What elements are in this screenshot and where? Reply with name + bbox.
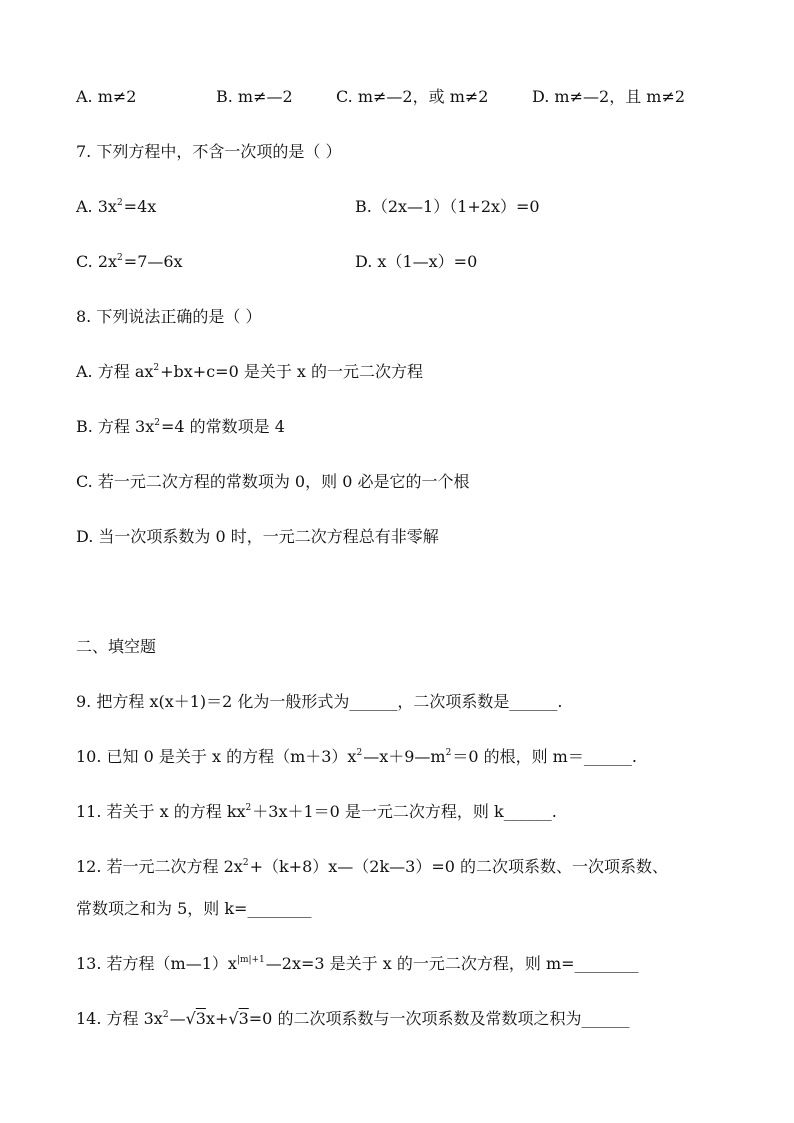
q7-option-b: B.（2x—1）（1+2x）=0 — [355, 197, 540, 216]
q13-text — [76, 954, 639, 977]
q8-option-b-exponent: 2 — [154, 418, 160, 428]
q11-text — [76, 802, 557, 825]
q13-text-start: 13. 若方程（m—1）x — [76, 954, 237, 973]
q6-option-b: B. m≠—2 — [216, 87, 293, 106]
q8-option-b-rest: =4 的常数项是 4 — [160, 417, 285, 436]
q7-stem: 7. 下列方程中，不含一次项的是（ ） — [76, 142, 342, 161]
q14-text-start: 14. 方程 3x — [76, 1009, 163, 1028]
q12-line-1 — [76, 857, 668, 880]
q8-option-a — [76, 362, 423, 385]
q10-exponent-1: 2 — [356, 748, 363, 758]
q6-option-c: C. m≠—2，或 m≠2 — [336, 87, 489, 106]
q13-exponent: |m|+1 — [236, 955, 265, 965]
q7-option-a-text: A. 3x — [76, 197, 117, 216]
q7-option-a-exponent: 2 — [116, 198, 123, 208]
q11-text-start: 11. 若关于 x 的方程 kx — [76, 802, 246, 821]
q10-text-mid: —x＋9—m — [363, 747, 446, 766]
q8-option-a-rest: +bx+c=0 是关于 x 的一元二次方程 — [160, 362, 424, 381]
q11-text-end: ＋3x＋1＝0 是一元二次方程，则 k______. — [252, 802, 557, 821]
q12-text-end: +（k+8）x—（2k—3）=0 的二次项系数、一次项系数、 — [249, 857, 669, 876]
q7-option-d: D. x（1—x）=0 — [355, 252, 478, 271]
q10-text-start: 10. 已知 0 是关于 x 的方程（m＋3）x — [76, 747, 357, 766]
q14-radicand-2: 3 — [238, 1009, 249, 1028]
q7-option-a — [76, 197, 156, 220]
q12-line-2: 常数项之和为 5，则 k=________ — [76, 899, 312, 918]
q8-option-a-text: A. 方程 ax — [76, 362, 154, 381]
q7-option-c-text: C. 2x — [76, 252, 118, 271]
q8-stem: 8. 下列说法正确的是（ ） — [76, 307, 262, 326]
q6-option-d: D. m≠—2，且 m≠2 — [532, 87, 686, 106]
q10-text — [76, 747, 637, 770]
q7-option-c-exponent: 2 — [117, 253, 123, 263]
q10-text-end: ＝0 的根，则 m＝______. — [452, 747, 637, 766]
q9-text: 9. 把方程 x(x＋1)＝2 化为一般形式为______，二次项系数是______. — [76, 692, 563, 711]
q14-text-end: =0 的二次项系数与一次项系数及常数项之积为______ — [248, 1009, 630, 1028]
q14-text-sqrt-2: x+√ — [205, 1009, 239, 1028]
q8-option-c: C. 若一元二次方程的常数项为 0，则 0 必是它的一个根 — [76, 472, 470, 491]
q13-text-end: —2x=3 是关于 x 的一元二次方程，则 m=________ — [265, 954, 639, 973]
q14-text-sqrt-1: —√ — [169, 1009, 196, 1028]
q7-option-a-rest: =4x — [123, 197, 157, 216]
q8-option-b — [76, 417, 285, 440]
q8-option-a-exponent: 2 — [153, 363, 160, 373]
q10-exponent-2: 2 — [445, 748, 452, 758]
q7-option-c — [76, 252, 183, 275]
section-title: 二、填空题 — [76, 637, 157, 656]
q8-option-d: D. 当一次项系数为 0 时，一元二次方程总有非零解 — [76, 527, 439, 546]
q7-option-c-rest: =7—6x — [123, 252, 183, 271]
q14-text — [76, 1009, 629, 1032]
q8-option-b-text: B. 方程 3x — [76, 417, 155, 436]
q11-exponent: 2 — [245, 803, 252, 813]
q6-option-a: A. m≠2 — [76, 87, 137, 106]
q14-exponent: 2 — [162, 1010, 169, 1020]
q12-text-start: 12. 若一元二次方程 2x — [76, 857, 243, 876]
q12-exponent: 2 — [242, 858, 249, 868]
q14-radicand-1: 3 — [195, 1009, 206, 1028]
